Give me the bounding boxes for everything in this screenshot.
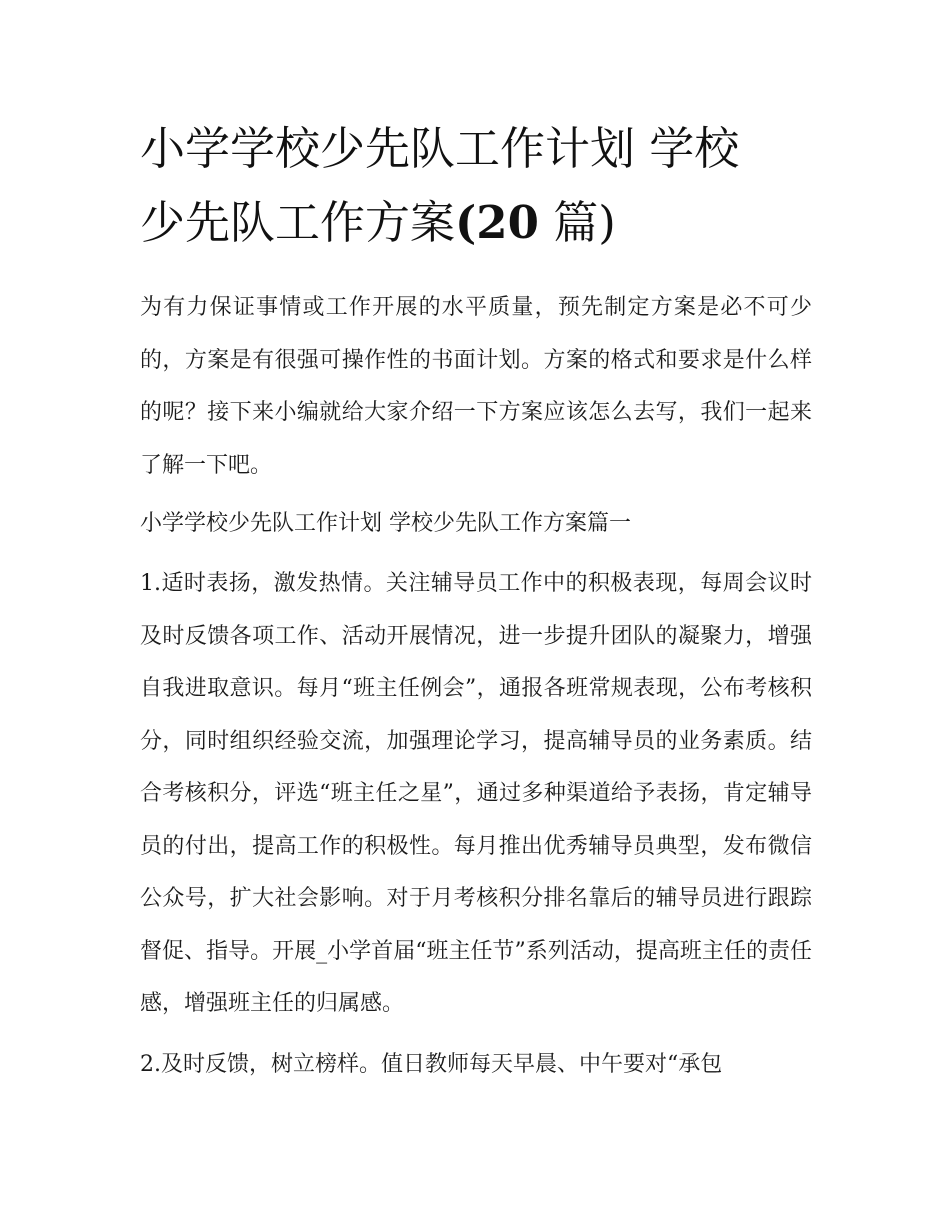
document-content <box>140 112 812 1091</box>
intro-paragraph: 为有力保证事情或工作开展的水平质量，预先制定方案是必不可少的，方案是有很强可操作性的书面计划。方案的格式和要求是什么样的呢？接下来小编就给大家介绍一下方案应该怎么去写，我们一起来了解一下吧。 <box>140 295 812 478</box>
title-line-2-prefix: 少先队工作方案 <box>140 196 456 249</box>
title-line-2-number: (20 <box>455 196 539 249</box>
title-line-1: 小学学校少先队工作计划 学校 <box>140 122 740 175</box>
paragraph-2: 2.及时反馈，树立榜样。值日教师每天早晨、中午要对“承包 <box>140 1051 723 1077</box>
title-line-2-suffix: 篇) <box>538 196 616 249</box>
paragraph-1: 1.适时表扬，激发热情。关注辅导员工作中的积极表现，每周会议时及时反馈各项工作、活动开展情况，进一步提升团队的凝聚力，增强自我进取意识。每月“班主任例会”，通报各班常规表现，公布考核积分，同时组织经验交流，加强理论学习，提高辅导员的业务素质。结合考核积分，评选“班主任之星”，通过多种渠道给予表扬，肯定辅导员的付出，提高工作的积极性。每月推出优秀辅导员典型，发布微信公众号，扩大社会影响。对于月考核积分排名靠后的辅导员进行跟踪督促、指导。开展_小学首届“班主任节”系列活动，提高班主任的责任感，增强班主任的归属感。 <box>140 571 812 1016</box>
document-title <box>140 112 812 260</box>
section-heading: 小学学校少先队工作计划 学校少先队工作方案篇一 <box>140 511 631 536</box>
